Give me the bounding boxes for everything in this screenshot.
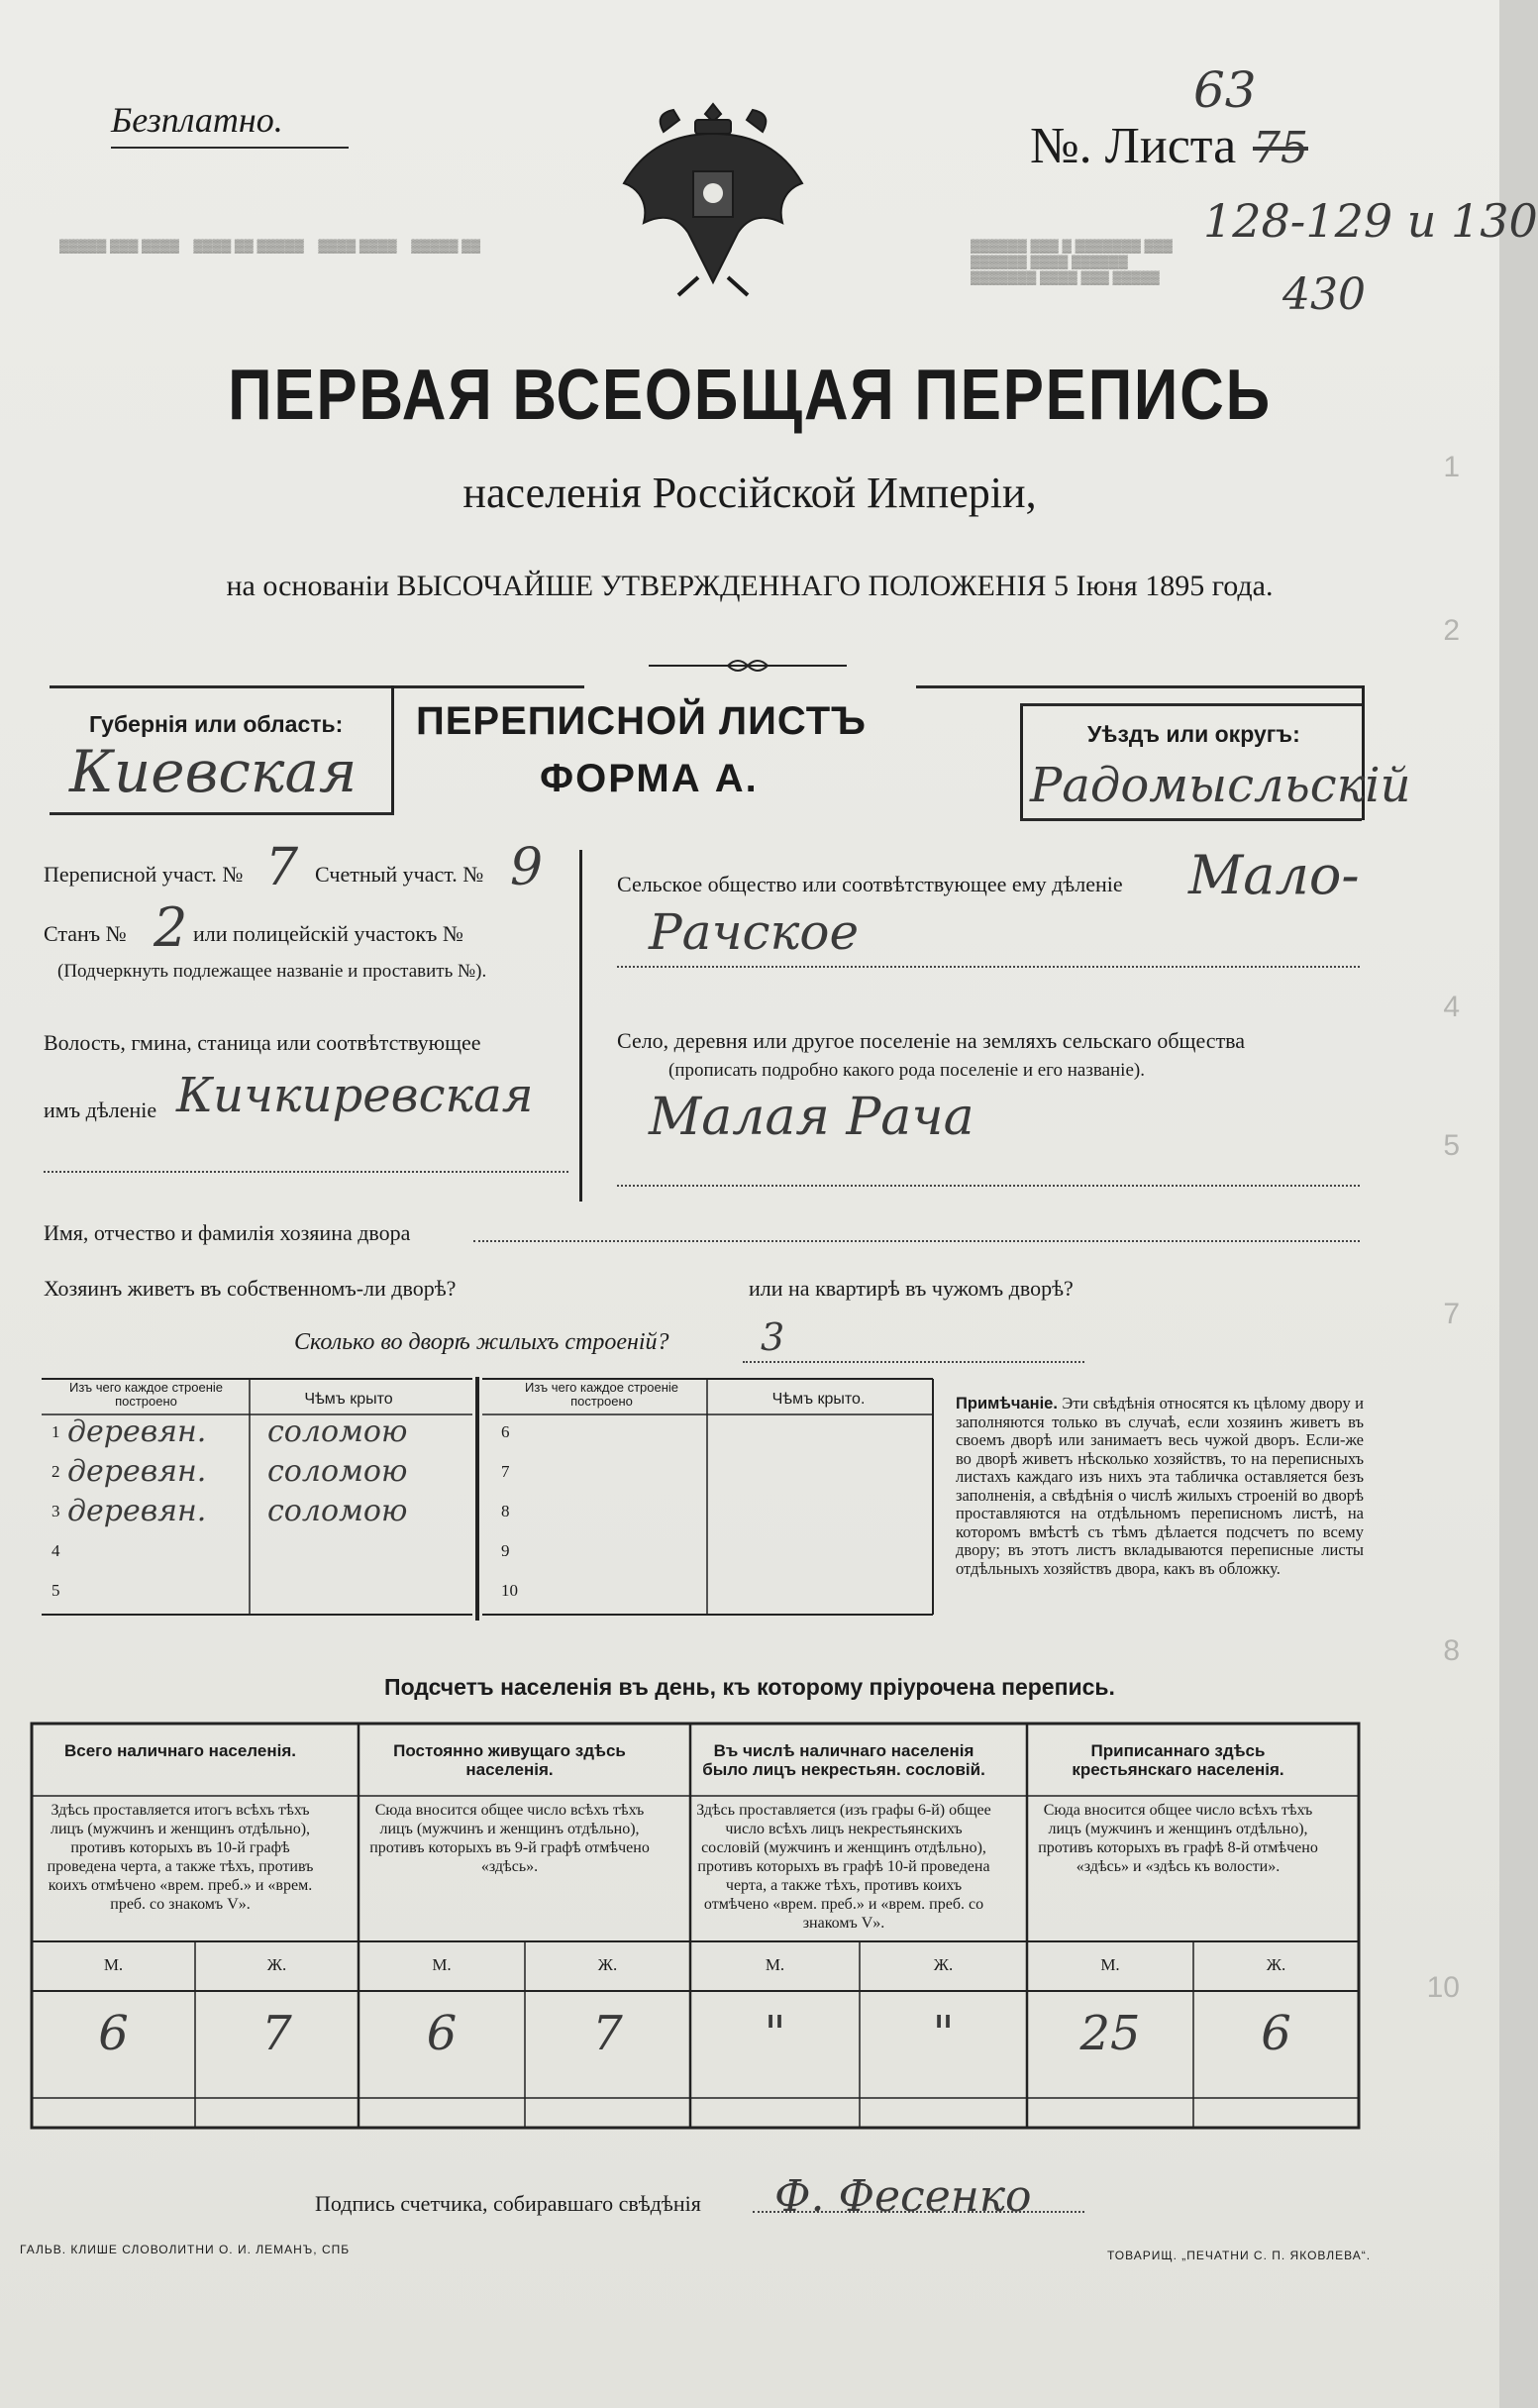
frame-top-right xyxy=(916,685,1362,688)
count-section-label: Счетный участ. № xyxy=(315,862,484,887)
male-column-label: М. xyxy=(1100,1955,1120,1974)
building-roof: соломою xyxy=(267,1494,408,1528)
population-group-title: Всего наличнаго населенія. xyxy=(64,1741,296,1760)
margin-number: 10 xyxy=(1426,1971,1460,2004)
male-count: 25 xyxy=(1079,2006,1141,2061)
note-text: Эти свѣдѣнія относятся къ цѣлому двору и заполняются только въ случаѣ, если хозяинъ живетъ въ своемъ дворѣ или занимаетъ весь чужой дворъ. Если-же во дворѣ живетъ нѣсколько хозяйствъ, то на переписныхъ листахъ каждаго изъ нихъ эта табличка оставляется безъ заполненія, а свѣдѣнія о числѣ жилыхъ строеній во дворѣ проставляются на отдѣльномъ переписномъ листѣ, на которомъ вмѣстѣ съ тѣмъ дѣлается подсчетъ по всему двору; въ этотъ листъ вкладываются переписные листы отдѣльныхъ хозяйствъ двора, какъ въ обложку. xyxy=(956,1394,1364,1578)
margin-number: 4 xyxy=(1443,991,1460,1023)
female-count: 6 xyxy=(1261,2006,1291,2061)
female-count: 7 xyxy=(592,2006,623,2061)
basis-line: на основаніи ВЫСОЧАЙШЕ УТВЕРЖДЕННАГО ПОЛОЖЕНІЯ 5 Іюня 1895 года. xyxy=(226,570,1274,602)
village-extra-line xyxy=(617,1185,1360,1187)
building-row-number-right: 7 xyxy=(501,1462,510,1481)
buildings-label: Сколько во дворѣ жилыхъ строеній? xyxy=(294,1329,669,1355)
imperial-eagle-emblem xyxy=(604,94,822,302)
form-subtitle: ФОРМА А. xyxy=(540,757,759,800)
population-group-title: Приписаннаго здѣсь крестьянскаго населенія. xyxy=(1072,1741,1284,1779)
male-count: 6 xyxy=(426,2006,458,2061)
building-row-number-right: 9 xyxy=(501,1541,510,1560)
margin-number: 5 xyxy=(1443,1129,1460,1162)
sheet-number-new: 63 xyxy=(1193,61,1257,119)
margin-number: 7 xyxy=(1443,1298,1460,1330)
population-group-description: Здѣсь проставляется итогъ всѣхъ тѣхъ лицъ (мужчинъ и женщинъ отдѣльно), противъ которыхъ въ 10-й графѣ проведена черта, а также тѣхъ, противъ коихъ отмѣчено «врем. преб.» и «врем. преб. со знакомъ V». xyxy=(47,1802,314,1913)
margin-number: 8 xyxy=(1443,1634,1460,1667)
male-count: 6 xyxy=(98,2006,129,2061)
female-count: " xyxy=(932,2006,955,2061)
volost-label-line1: Волость, гмина, станица или соотвѣтствующее xyxy=(44,1030,481,1055)
signature-value: Ф. Фесенко xyxy=(774,2171,1032,2222)
building-material: деревян. xyxy=(67,1414,207,1449)
ornament-divider xyxy=(649,654,847,678)
village-value: Малая Рача xyxy=(649,1088,974,1147)
census-section-label: Переписной участ. № xyxy=(44,862,244,887)
rural-society-line xyxy=(617,966,1360,968)
building-row-number-right: 10 xyxy=(501,1581,518,1600)
note-head: Примѣчаніе. xyxy=(956,1395,1058,1413)
female-column-label: Ж. xyxy=(266,1955,287,1974)
male-column-label: М. xyxy=(765,1955,785,1974)
printer-right: ТОВАРИЩ. „ПЕЧАТНИ С. П. ЯКОВЛЕВА“. xyxy=(1107,2249,1372,2262)
province-value: Киевская xyxy=(69,738,358,805)
male-count: " xyxy=(764,2006,786,2061)
buildings-line xyxy=(743,1361,1084,1363)
building-row-number-right: 8 xyxy=(501,1502,510,1520)
population-heading: Подсчетъ населенія въ день, къ которому пріурочена перепись. xyxy=(384,1674,1115,1700)
building-roof: соломою xyxy=(267,1454,408,1489)
population-group-description: Здѣсь проставляется (изъ графы 6-й) общее число всѣхъ лицъ некрестьянскихъ сословій (мужчинъ и женщинъ отдѣльно), противъ которыхъ въ графѣ 10-й проведена черта, а также тѣхъ, противъ коихъ отмѣчено «врем. преб.» и «врем. преб. со знакомъ V». xyxy=(696,1802,991,1932)
free-underline xyxy=(111,147,349,149)
margin-number: 1 xyxy=(1443,451,1460,483)
police-label: или полицейскій участокъ № xyxy=(193,921,463,946)
building-roof: соломою xyxy=(267,1414,408,1449)
population-group-description: Сюда вносится общее число всѣхъ тѣхъ лицъ (мужчинъ и женщинъ отдѣльно), противъ которыхъ въ графѣ 8-й отмѣчено «здѣсь» и «здѣсь къ волости». xyxy=(1038,1802,1318,1875)
building-row-number: 3 xyxy=(51,1502,60,1520)
district-value: Радомысльскій xyxy=(1030,758,1411,813)
owner-line xyxy=(473,1240,1360,1242)
building-row-number: 4 xyxy=(51,1541,60,1560)
frame-divider-right xyxy=(1020,703,1023,820)
female-column-label: Ж. xyxy=(597,1955,618,1974)
rural-society-label: Сельское общество или соотвѣтствующее ему дѣленіе xyxy=(617,872,1123,896)
census-section-value: 7 xyxy=(265,838,299,897)
rural-society-value-1: Мало- xyxy=(1188,844,1360,906)
stan-value: 2 xyxy=(154,896,188,959)
volost-extra-line xyxy=(44,1171,568,1173)
underline-note: (Подчеркнуть подлежащее названіе и проставить №). xyxy=(57,961,487,982)
sheet-pages-note: 128-129 и 130 xyxy=(1203,194,1538,248)
building-row-number: 5 xyxy=(51,1581,60,1600)
bleed-through-text-right: ▓▓▓▓▓▓ ▓▓▓ ▓ ▓▓▓▓▓▓▓ ▓▓▓ ▓▓▓▓▓▓ ▓▓▓▓ ▓▓▓▓▓▓ ▓▓▓▓▓▓▓ ▓▓▓▓ ▓▓▓ ▓▓▓▓▓ xyxy=(971,238,1173,284)
female-column-label: Ж. xyxy=(1266,1955,1286,1974)
frame-bottom-right xyxy=(1020,818,1362,821)
note-block xyxy=(956,1395,1364,1578)
district-label: Уѣздъ или округъ: xyxy=(1087,721,1300,747)
main-title: ПЕРВАЯ ВСЕОБЩАЯ ПЕРЕПИСЬ xyxy=(228,356,1272,435)
building-material: деревян. xyxy=(67,1494,207,1528)
printer-left: ГАЛЬВ. КЛИШЕ СЛОВОЛИТНИ О. И. ЛЕМАНЪ, СПБ xyxy=(20,2243,351,2256)
rural-society-value-2: Рачское xyxy=(649,903,860,961)
subtitle: населенія Россійской Имперіи, xyxy=(462,469,1037,517)
building-row-number: 1 xyxy=(51,1422,60,1441)
owner-lives-label: Хозяинъ живетъ въ собственномъ-ли дворѣ? xyxy=(44,1276,457,1301)
population-group-description: Сюда вносится общее число всѣхъ тѣхъ лицъ (мужчинъ и женщинъ отдѣльно), противъ которыхъ въ 9-й графѣ отмѣчено «здѣсь». xyxy=(369,1802,650,1875)
population-group-title: Постоянно живущаго здѣсь населенія. xyxy=(393,1741,626,1779)
village-note: (прописать подробно какого рода поселеніе и его названіе). xyxy=(668,1060,1145,1081)
male-column-label: М. xyxy=(432,1955,452,1974)
free-label: Безплатно. xyxy=(111,100,283,140)
sheet-number-label: №. Листа xyxy=(1030,118,1237,174)
building-row-number: 2 xyxy=(51,1462,60,1481)
frame-top-right-box xyxy=(1020,703,1362,706)
male-column-label: М. xyxy=(103,1955,124,1974)
female-column-label: Ж. xyxy=(933,1955,954,1974)
volost-value: Кичкиревская xyxy=(176,1068,534,1123)
village-label: Село, деревня или другое поселеніе на земляхъ сельскаго общества xyxy=(617,1028,1246,1053)
sheet-number-struck: 75 xyxy=(1253,123,1308,173)
bleed-through-text: ▓▓▓▓▓ ▓▓▓ ▓▓▓▓ ▓▓▓▓ ▓▓ ▓▓▓▓▓ ▓▓▓▓ ▓▓▓▓ ▓▓▓▓▓ ▓▓ xyxy=(59,238,481,253)
stan-label: Станъ № xyxy=(44,921,127,946)
margin-number: 2 xyxy=(1443,614,1460,647)
frame-bottom-left xyxy=(50,812,394,815)
col-roof-header: Чѣмъ крыто xyxy=(304,1391,393,1408)
frame-divider-left xyxy=(391,685,394,814)
population-group-title: Въ числѣ наличнаго населенія было лицъ некрестьян. сословій. xyxy=(702,1741,985,1779)
signature-label: Подпись счетчика, собиравшаго свѣдѣнія xyxy=(315,2191,701,2216)
owner-label: Имя, отчество и фамилія хозяина двора xyxy=(44,1220,411,1245)
col-material-header-right: Изъ чего каждое строеніе построено xyxy=(524,1380,679,1409)
col-roof-header-right: Чѣмъ крыто. xyxy=(771,1391,866,1408)
buildings-value: 3 xyxy=(761,1315,785,1359)
province-label: Губернія или область: xyxy=(89,711,344,737)
volost-label-line2: имъ дѣленіе xyxy=(44,1098,157,1122)
building-material: деревян. xyxy=(67,1454,207,1489)
form-title: ПЕРЕПИСНОЙ ЛИСТЪ xyxy=(416,699,867,743)
count-section-value: 9 xyxy=(510,838,544,897)
female-count: 7 xyxy=(261,2006,292,2061)
col-material-header: Изъ чего каждое строеніе построено xyxy=(68,1380,224,1409)
fields-divider xyxy=(579,850,582,1202)
or-rented-label: или на квартирѣ въ чужомъ дворѣ? xyxy=(749,1276,1074,1301)
frame-top-left xyxy=(50,685,584,688)
sheet-sub-note: 430 xyxy=(1282,269,1366,320)
building-row-number-right: 6 xyxy=(501,1422,510,1441)
